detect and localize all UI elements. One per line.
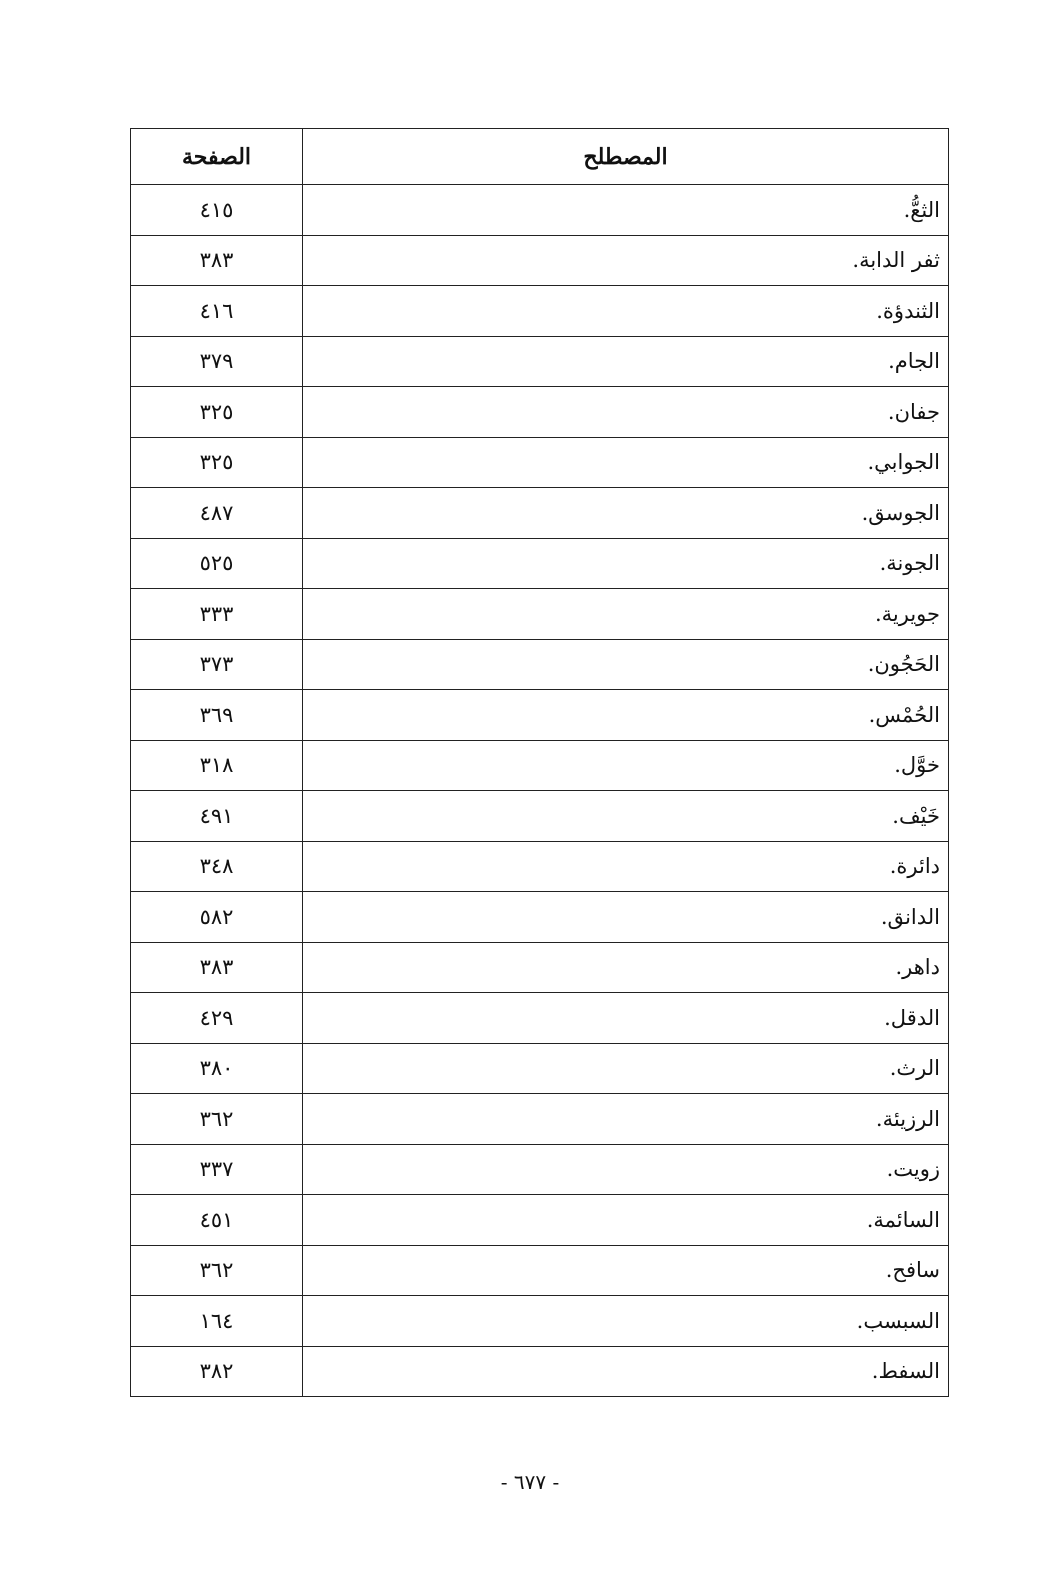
page-cell: ٤٢٩ <box>131 993 303 1044</box>
page-cell: ٣٣٣ <box>131 589 303 640</box>
table-row <box>131 286 949 337</box>
table-row <box>131 690 949 741</box>
page-cell: ٤٩١ <box>131 791 303 842</box>
term-cell: دائرة. <box>303 841 949 892</box>
page-cell: ٣٢٥ <box>131 387 303 438</box>
term-cell: الرزيئة. <box>303 1094 949 1145</box>
page-cell: ٤١٥ <box>131 185 303 236</box>
table-row <box>131 538 949 589</box>
page-number: - ٦٧٧ - <box>500 1470 560 1494</box>
table-row <box>131 437 949 488</box>
table-row <box>131 639 949 690</box>
term-cell: الثندؤة. <box>303 286 949 337</box>
page-cell: ٣٧٣ <box>131 639 303 690</box>
page-cell: ٥٨٢ <box>131 892 303 943</box>
page-cell: ٣٧٩ <box>131 336 303 387</box>
table-row <box>131 892 949 943</box>
page-cell: ٤٥١ <box>131 1195 303 1246</box>
term-cell: السائمة. <box>303 1195 949 1246</box>
term-cell: السفط. <box>303 1346 949 1397</box>
term-cell: جويرية. <box>303 589 949 640</box>
page-cell: ٣١٨ <box>131 740 303 791</box>
table-row <box>131 1296 949 1347</box>
page-cell: ٤٨٧ <box>131 488 303 539</box>
table-row <box>131 1144 949 1195</box>
table-row <box>131 1245 949 1296</box>
page-cell: ٣٨٢ <box>131 1346 303 1397</box>
table-row <box>131 740 949 791</box>
term-cell: الرث. <box>303 1043 949 1094</box>
table-row <box>131 841 949 892</box>
table-row <box>131 791 949 842</box>
page-cell: ١٦٤ <box>131 1296 303 1347</box>
page-cell: ٣٦٢ <box>131 1094 303 1145</box>
term-cell: جفان. <box>303 387 949 438</box>
page-cell: ٣٨٣ <box>131 235 303 286</box>
page-cell: ٣٢٥ <box>131 437 303 488</box>
page-cell: ٣٣٧ <box>131 1144 303 1195</box>
table-row <box>131 235 949 286</box>
term-cell: الجام. <box>303 336 949 387</box>
page-cell: ٣٦٢ <box>131 1245 303 1296</box>
term-cell: الدقل. <box>303 993 949 1044</box>
term-cell: الجونة. <box>303 538 949 589</box>
term-cell: الجوسق. <box>303 488 949 539</box>
term-cell: زويت. <box>303 1144 949 1195</box>
page-cell: ٣٨٠ <box>131 1043 303 1094</box>
table-row <box>131 589 949 640</box>
term-cell: خوَّل. <box>303 740 949 791</box>
table-row <box>131 993 949 1044</box>
page-cell: ٤١٦ <box>131 286 303 337</box>
term-cell: ثفر الدابة. <box>303 235 949 286</box>
table-row <box>131 387 949 438</box>
table-row <box>131 1195 949 1246</box>
page-cell: ٣٤٨ <box>131 841 303 892</box>
table-body <box>131 185 949 1397</box>
term-cell: الجوابي. <box>303 437 949 488</box>
term-cell: داهر. <box>303 942 949 993</box>
page-cell: ٣٦٩ <box>131 690 303 741</box>
term-cell: سافح. <box>303 1245 949 1296</box>
table-row <box>131 488 949 539</box>
table-header <box>131 129 949 185</box>
header-row <box>131 129 949 185</box>
table-row <box>131 1043 949 1094</box>
term-cell: الحُمْس. <box>303 690 949 741</box>
term-cell: الدانق. <box>303 892 949 943</box>
term-cell: الحَجُون. <box>303 639 949 690</box>
term-column-header: المصطلح <box>303 129 949 185</box>
table-row <box>131 185 949 236</box>
term-cell: السبسب. <box>303 1296 949 1347</box>
term-cell: خَيْف. <box>303 791 949 842</box>
page-cell: ٣٨٣ <box>131 942 303 993</box>
page-column-header: الصفحة <box>131 129 303 185</box>
terms-index-table <box>130 128 949 1397</box>
page-cell: ٥٢٥ <box>131 538 303 589</box>
term-cell: الثعُّ. <box>303 185 949 236</box>
table-row <box>131 942 949 993</box>
table-row <box>131 336 949 387</box>
table-row <box>131 1094 949 1145</box>
table-row <box>131 1346 949 1397</box>
